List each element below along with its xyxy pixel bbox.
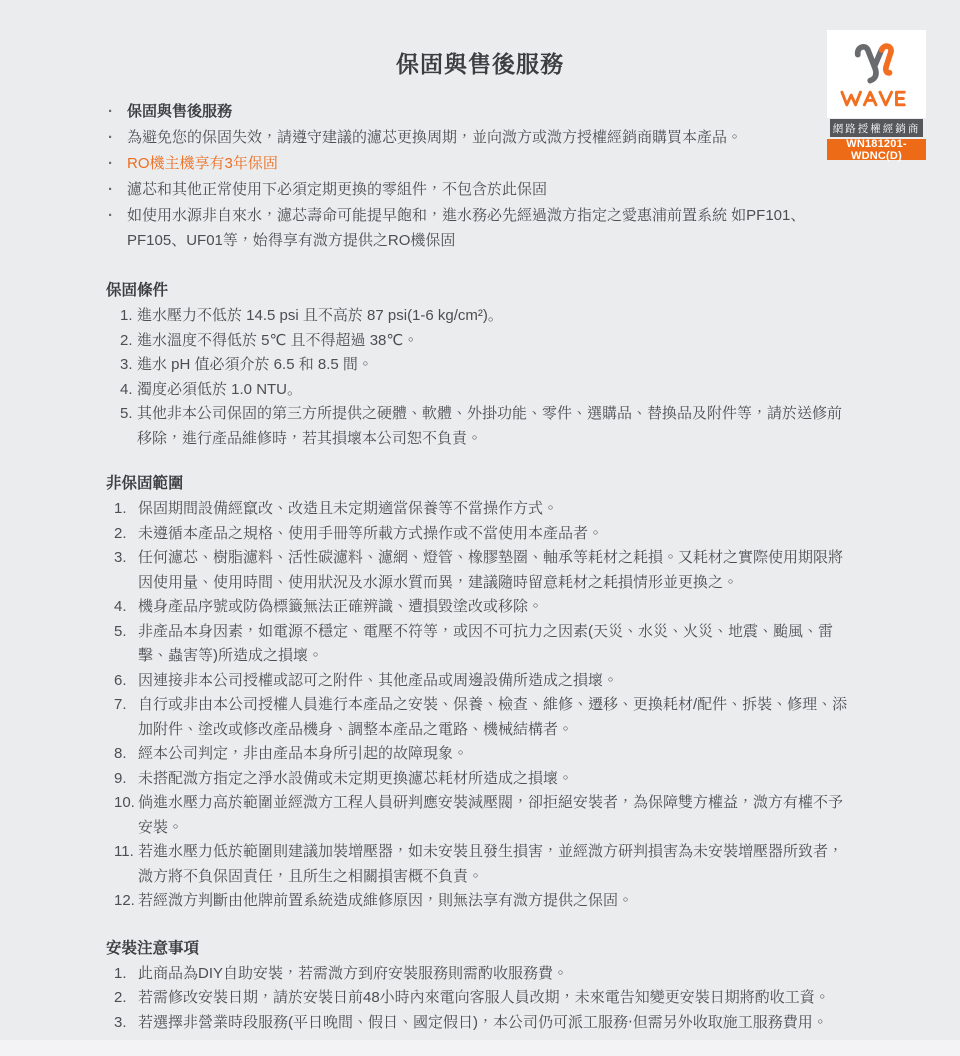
item-number: 5. bbox=[114, 622, 127, 640]
item-text: 未遵循本產品之規格、使用手冊等所載方式操作或不當使用本產品者。 bbox=[138, 524, 604, 542]
intro-bullet-list bbox=[106, 99, 848, 253]
item-text: 若進水壓力低於範圍則建議加裝增壓器，如未安裝且發生損害，並經溦方研判損害為未安裝增壓器所致者，溦方將不負保固責任，且所生之相關損害概不負責。 bbox=[138, 843, 844, 885]
item-number: 5. bbox=[120, 405, 133, 422]
list-item bbox=[106, 742, 848, 767]
item-text: 倘進水壓力高於範圍並經溦方工程人員研判應安裝減壓閥，卻拒絕安裝者，為保障雙方權益，溦方有權不予安裝。 bbox=[138, 794, 844, 836]
dealer-code-badge: WN181201-WDNC(D) bbox=[827, 139, 926, 160]
warranty-conditions-list bbox=[106, 304, 848, 451]
item-text: 經本公司判定，非由產品本身所引起的故障現象。 bbox=[138, 745, 469, 762]
list-item bbox=[106, 378, 848, 403]
list-item bbox=[106, 791, 848, 840]
intro-item-highlight: · RO機主機享有3年保固 bbox=[106, 151, 848, 176]
section-heading-non-warranty: 非保固範圍 bbox=[106, 475, 184, 492]
item-number: 6. bbox=[114, 671, 127, 689]
list-item bbox=[106, 889, 848, 914]
list-item bbox=[106, 693, 848, 742]
list-item bbox=[106, 353, 848, 378]
item-text: 任何濾芯、樹脂濾料、活性碳濾料、濾網、燈管、橡膠墊圈、軸承等耗材之耗損。又耗材之實際使用期限將因使用量、使用時間、使用狀況及水源水質而異，建議隨時留意耗材之耗損情形並更換之。 bbox=[138, 549, 844, 591]
wave-wordmark bbox=[840, 90, 914, 107]
document-content bbox=[106, 99, 848, 1035]
intro-item: · 保固與售後服務 bbox=[106, 99, 848, 124]
item-text: 非產品本身因素，如電源不穩定、電壓不符等，或因不可抗力之因素(天災、水災、火災、地震、颱風、雷擊、蟲害等)所造成之損壞。 bbox=[138, 622, 833, 664]
page-title: 保固與售後服務 bbox=[396, 51, 564, 77]
list-item bbox=[106, 497, 848, 522]
item-number: 7. bbox=[114, 696, 127, 713]
list-item bbox=[106, 304, 848, 329]
item-text: 進水 pH 值必須介於 6.5 和 8.5 間。 bbox=[137, 356, 373, 373]
list-item bbox=[106, 595, 848, 620]
item-number: 8. bbox=[114, 745, 127, 762]
section-heading-install-notes: 安裝注意事項 bbox=[106, 939, 200, 957]
item-number: 9. bbox=[114, 769, 127, 787]
non-warranty-list bbox=[106, 497, 848, 914]
item-number: 12. bbox=[114, 892, 135, 909]
page-bottom-strip bbox=[0, 1040, 960, 1056]
list-item bbox=[106, 329, 848, 354]
list-item bbox=[106, 767, 848, 792]
item-text: 因連接非本公司授權或認可之附件、其他產品或周邊設備所造成之損壞。 bbox=[138, 671, 619, 689]
item-number: 3. bbox=[114, 549, 127, 566]
list-item bbox=[106, 546, 848, 595]
section-heading-warranty-conditions: 保固條件 bbox=[106, 282, 169, 299]
item-text: 未搭配溦方指定之淨水設備或未定期更換濾芯耗材所造成之損壞。 bbox=[138, 769, 574, 787]
item-number: 3. bbox=[120, 356, 133, 373]
item-text: 機身產品序號或防偽標籤無法正確辨識、遭損毀塗改或移除。 bbox=[138, 598, 544, 615]
item-text: 進水壓力不低於 14.5 psi 且不高於 87 psi(1-6 kg/cm²)。 bbox=[137, 307, 503, 324]
list-item bbox=[106, 522, 848, 547]
item-number: 10. bbox=[114, 794, 135, 811]
item-text: 進水溫度不得低於 5℃ 且不得超過 38℃。 bbox=[137, 331, 419, 349]
item-number: 2. bbox=[120, 331, 133, 349]
item-number: 11. bbox=[114, 843, 134, 860]
item-number: 1. bbox=[114, 500, 127, 517]
list-item bbox=[106, 669, 848, 694]
intro-item: · 濾芯和其他正常使用下必須定期更換的零組件，不包含於此保固 bbox=[106, 177, 848, 202]
dealer-badge: 網路授權經銷商 bbox=[830, 119, 923, 137]
wave-wordmark-letters bbox=[840, 90, 914, 107]
item-text: 若需修改安裝日期，請於安裝日前48小時內來電向客服人員改期，未來電告知變更安裝日期將酌收工資。 bbox=[138, 989, 830, 1006]
item-text: 若經溦方判斷由他牌前置系統造成維修原因，則無法享有溦方提供之保固。 bbox=[138, 892, 634, 909]
item-text: 此商品為DIY自助安裝，若需溦方到府安裝服務則需酌收服務費。 bbox=[138, 964, 569, 982]
intro-item: · 為避免您的保固失效，請遵守建議的濾芯更換周期，並向溦方或溦方授權經銷商購買本產品。 bbox=[106, 125, 848, 150]
list-item bbox=[106, 620, 848, 669]
item-number: 1. bbox=[120, 307, 133, 324]
list-item bbox=[106, 402, 848, 451]
item-number: 1. bbox=[114, 964, 127, 982]
item-number: 3. bbox=[114, 1013, 127, 1031]
item-text: 其他非本公司保固的第三方所提供之硬體、軟體、外掛功能、零件、選購品、替換品及附件等，請於送修前移除，進行產品維修時，若其損壞本公司恕不負責。 bbox=[137, 405, 843, 447]
wave-w-icon bbox=[851, 42, 903, 88]
item-text: 保固期間設備經竄改、改造且未定期適當保養等不當操作方式。 bbox=[138, 500, 559, 517]
item-number: 2. bbox=[114, 989, 127, 1006]
list-item bbox=[106, 840, 848, 889]
list-item bbox=[106, 962, 848, 987]
item-text: 自行或非由本公司授權人員進行本產品之安裝、保養、檢查、維修、遷移、更換耗材/配件、拆裝、修理、添加附件、塗改或修改產品機身、調整本產品之電路、機械結構者。 bbox=[138, 696, 848, 738]
item-number: 4. bbox=[114, 598, 127, 615]
item-text: 若選擇非營業時段服務(平日晚間、假日、國定假日)，本公司仍可派工服務‧但需另外收取施工服務費用。 bbox=[138, 1013, 828, 1031]
list-item bbox=[106, 986, 848, 1011]
item-number: 2. bbox=[114, 524, 127, 542]
install-notes-list bbox=[106, 962, 848, 1036]
list-item bbox=[106, 1011, 848, 1036]
item-text: 濁度必須低於 1.0 NTU。 bbox=[137, 380, 303, 398]
intro-item: · 如使用水源非自來水，濾芯壽命可能提早飽和，進水務必先經過溦方指定之愛惠浦前置系統 如PF101、PF105、UF01等，始得享有溦方提供之RO機保固 bbox=[106, 203, 848, 253]
item-number: 4. bbox=[120, 380, 133, 398]
